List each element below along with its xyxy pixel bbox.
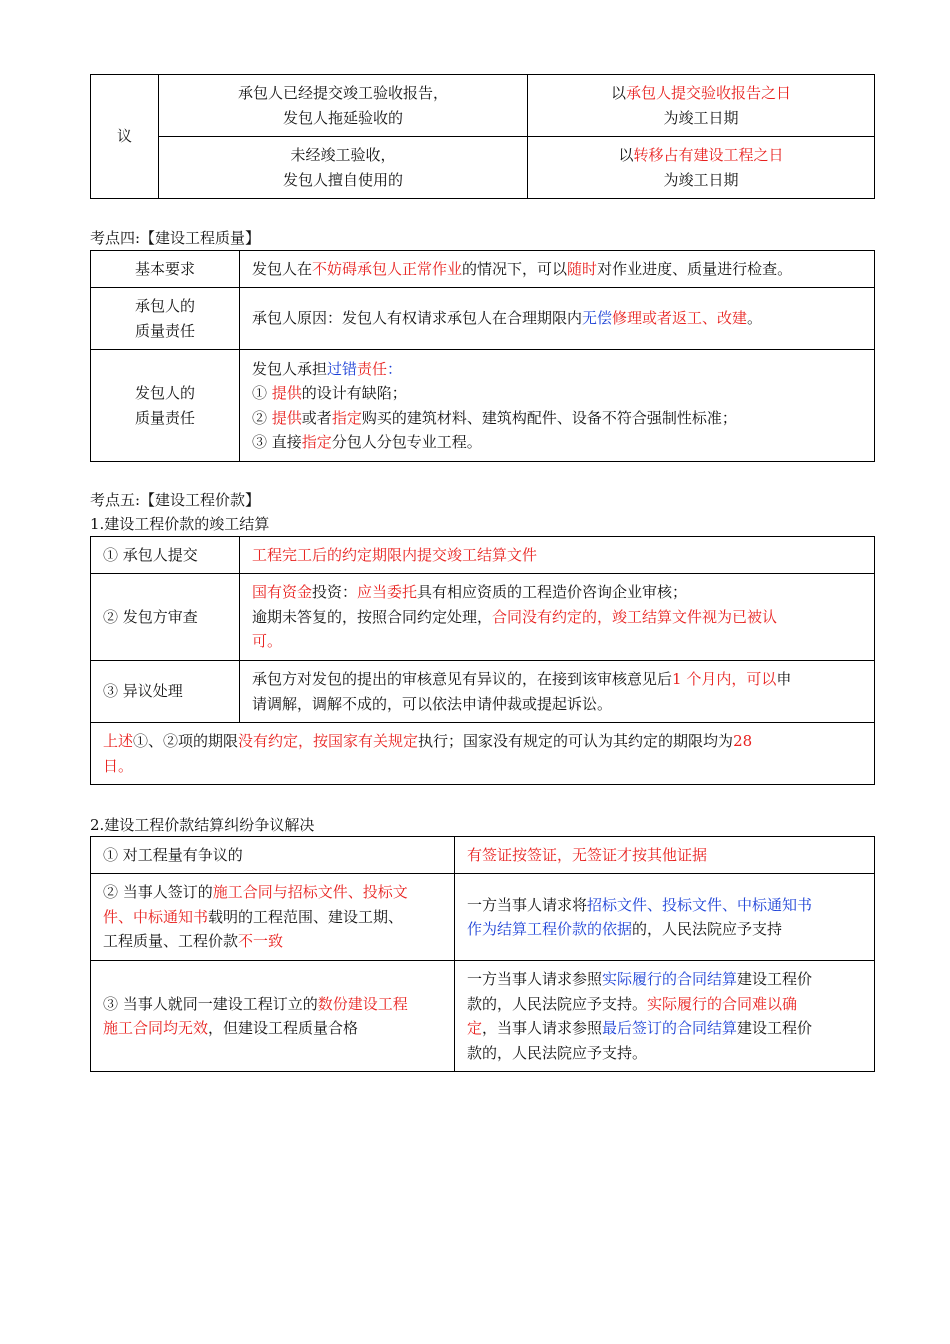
result-cell: 以承包人提交验收报告之日 为竣工日期 [528,75,875,137]
row-content: 承包方对发包的提出的审核意见有异议的，在接到该审核意见后1 个月内，可以申 请调解，调解不成的，可以依法申请仲裁或提起诉讼。 [240,661,875,723]
row-label: ① 承包人提交 [91,537,240,574]
subsection-1-title: 1.建设工程价款的竣工结算 [90,515,270,533]
subsection-2-title: 2.建设工程价款结算纠纷争议解决 [90,816,315,834]
row-label: 发包人的 质量责任 [91,350,240,462]
section-4-title: 考点四:【建设工程质量】 [90,229,261,247]
condition-cell: 未经竣工验收， 发包人擅自使用的 [159,137,528,199]
dispute-rule: 有签证按签证，无签证才按其他证据 [455,837,875,874]
result-cell: 以转移占有建设工程之日 为竣工日期 [528,137,875,199]
row-content: 工程完工后的约定期限内提交竣工结算文件 [240,537,875,574]
row-label: 基本要求 [91,251,240,288]
dispute-table [90,836,875,1072]
dispute-rule: 一方当事人请求参照实际履行的合同结算建设工程价 款的，人民法院应予支持。实际履行的合同难以确 定，当事人请求参照最后签订的合同结算建设工程价 款的，人民法院应予支持。 [455,961,875,1072]
dispute-case: ① 对工程量有争议的 [91,837,455,874]
note-row: 上述①、②项的期限没有约定，按国家有关规定执行；国家没有规定的可认为其约定的期限均为28 日。 [91,723,875,785]
row-content: 发包人在不妨碍承包人正常作业的情况下，可以随时对作业进度、质量进行检查。 [240,251,875,288]
dispute-case: ② 当事人签订的施工合同与招标文件、投标文 件、中标通知书载明的工程范围、建设工期、 工程质量、工程价款不一致 [91,874,455,961]
row-label: ③ 异议处理 [91,661,240,723]
row-content: 发包人承担过错责任： ① 提供的设计有缺陷； ② 提供或者指定购买的建筑材料、建筑构配件、设备不符合强制性标准； ③ 直接指定分包人分包专业工程。 [240,350,875,462]
dispute-rule: 一方当事人请求将招标文件、投标文件、中标通知书 作为结算工程价款的依据的，人民法院应予支持 [455,874,875,961]
side-label: 议 [91,75,159,199]
dispute-case: ③ 当事人就同一建设工程订立的数份建设工程 施工合同均无效，但建设工程质量合格 [91,961,455,1072]
row-content: 承包人原因：发包人有权请求承包人在合理期限内无偿修理或者返工、改建。 [240,288,875,350]
completion-date-table [90,74,875,199]
quality-table [90,250,875,462]
settlement-table [90,536,875,785]
row-label: ② 发包方审查 [91,574,240,661]
section-5-title: 考点五:【建设工程价款】 [90,491,261,509]
row-label: 承包人的 质量责任 [91,288,240,350]
condition-cell: 承包人已经提交竣工验收报告， 发包人拖延验收的 [159,75,528,137]
row-content: 国有资金投资：应当委托具有相应资质的工程造价咨询企业审核； 逾期未答复的，按照合同约定处理，合同没有约定的，竣工结算文件视为已被认 可。 [240,574,875,661]
